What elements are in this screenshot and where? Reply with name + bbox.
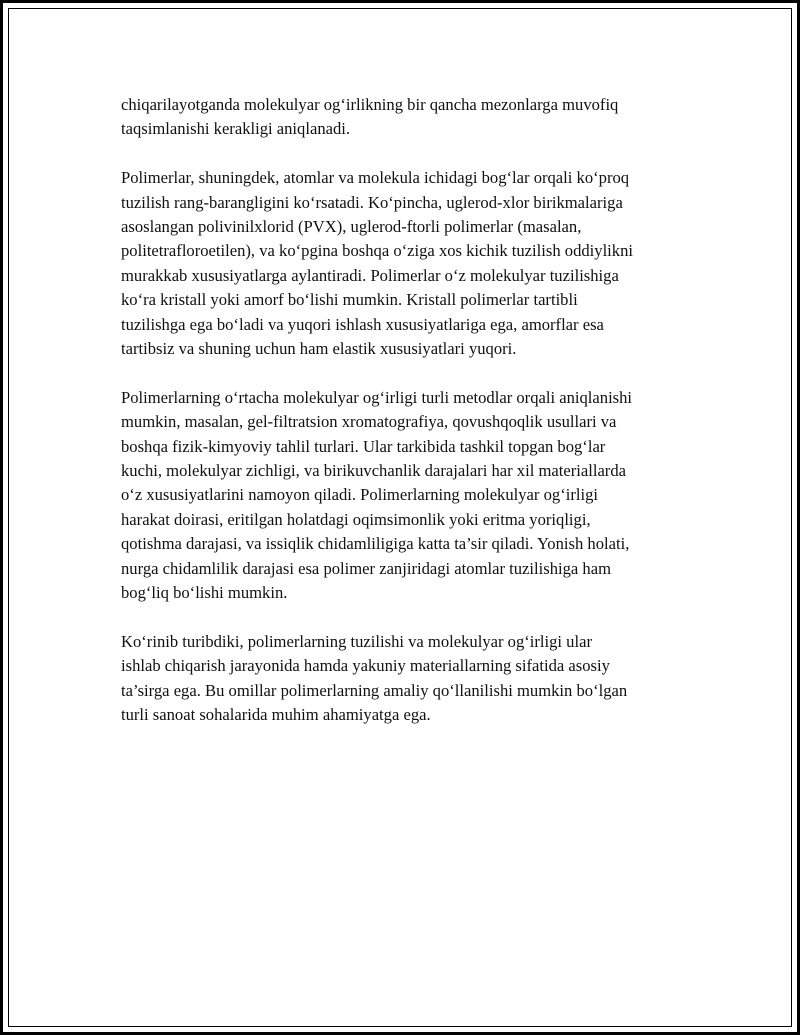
- paragraph-3: Polimerlarning o‘rtacha molekulyar og‘irligi turli metodlar orqali aniqlanishi mumkin, masalan, gel-filtratsion xromatografiya, qovushqoqlik usullari va boshqa fizik-kimyoviy tahlil turlari. Ular tarkibida tashkil topgan bog‘lar kuchi, molekulyar zichligi, va birikuvchanlik darajalari har xil materiallarda o‘z xususiyatlarini namoyon qiladi. Polimerlarning molekulyar og‘irligi harakat doirasi, eritilgan holatdagi oqimsimonlik yoki eritma yoriqligi, qotishma darajasi, va issiqlik chidamliligiga katta ta’sir qiladi. Yonish holati, nurga chidamlilik darajasi esa polimer zanjiridagi atomlar tuzilishiga ham bog‘liq bo‘lishi mumkin.: [121, 387, 633, 603]
- paragraph-4: Ko‘rinib turibdiki, polimerlarning tuzilishi va molekulyar og‘irligi ular ishlab chiqarish jarayonida hamda yakuniy materiallarning sifatida asosiy ta’sirga ega. Bu omillar polimerlarning amaliy qo‘llanilishi mumkin bo‘lgan turli sanoat sohalarida muhim ahamiyatga ega.: [121, 631, 628, 725]
- document-body: [121, 93, 721, 752]
- paragraph-2: Polimerlar, shuningdek, atomlar va molekula ichidagi bog‘lar orqali ko‘proq tuzilish rang-barangligini ko‘rsatadi. Ko‘pincha, uglerod-xlor birikmalariga asoslangan polivinilxlorid (PVX), uglerod-ftorli polimerlar (masalan, politetrafloroetilen), va ko‘pgina boshqa o‘ziga xos kichik tuzilish oddiylikni murakkab xususiyatlarga aylantiradi. Polimerlar o‘z molekulyar tuzilishiga ko‘ra kristall yoki amorf bo‘lishi mumkin. Kristall polimerlar tartibli tuzilishga ega bo‘ladi va yuqori ishlash xususiyatlariga ega, amorflar esa tartibsiz va shuning uchun ham elastik xususiyatlari yuqori.: [121, 168, 633, 359]
- paragraph-1: chiqarilayotganda molekulyar og‘irlikning bir qancha mezonlarga muvofiq taqsimlanishi kerakligi aniqlanadi.: [121, 95, 619, 139]
